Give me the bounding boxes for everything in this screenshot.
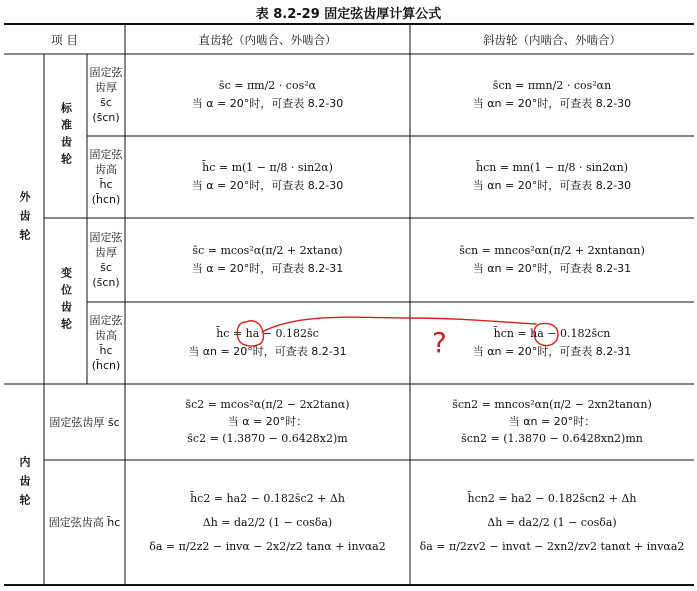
formula: Δh = da2/2 (1 − cosδa)	[487, 515, 617, 529]
row-label-modified-thickness: 固定弦齿厚 s̄c (s̄cn)	[89, 231, 123, 289]
standard-text: 标准齿轮	[59, 102, 73, 170]
formula: Δh = da2/2 (1 − cosδa)	[202, 515, 333, 529]
note: 当 α = 20°时，可查表 8.2-30	[191, 97, 344, 110]
formula: h̄cn = ha − 0.182s̄cn	[493, 327, 611, 340]
note: 当 α = 20°时，可查表 8.2-31	[191, 262, 344, 275]
formula: h̄c = ha − 0.182s̄c	[216, 327, 319, 340]
connector-line	[262, 317, 536, 332]
note: 当 αn = 20°时，可查表 8.2-31	[188, 345, 347, 358]
formula: s̄c = mcos²α(π/2 + 2xtanα)	[192, 244, 343, 257]
note: 当 αn = 20°时，可查表 8.2-30	[472, 179, 632, 192]
table-title: 表 8.2-29 固定弦齿厚计算公式	[255, 7, 442, 22]
circle-ha-spur	[237, 321, 263, 346]
formula: s̄cn = πmn/2 · cos²αn	[492, 79, 612, 92]
row-label-standard-thickness: 固定弦齿厚 s̄c (s̄cn)	[89, 66, 123, 124]
question-mark: ?	[432, 326, 447, 359]
row-label-internal-thickness: 固定弦齿厚 s̄c	[49, 415, 120, 429]
row-label-standard-height: 固定弦齿高 h̄c (h̄cn)	[89, 148, 123, 206]
modified-text: 变位齿轮	[59, 267, 73, 335]
formula-result: s̄cn2 = (1.3870 − 0.6428xn2)mn	[461, 432, 643, 445]
note: 当 αn = 20°时，可查表 8.2-30	[472, 97, 632, 110]
formula: s̄c = πm/2 · cos²α	[218, 79, 317, 92]
header-helical: 斜齿轮（内啮合、外啮合）	[483, 33, 621, 47]
formula: s̄cn2 = mncos²αn(π/2 − 2xn2tanαn)	[452, 398, 652, 411]
formula: s̄cn = mncos²αn(π/2 + 2xntanαn)	[459, 244, 645, 257]
note: 当 α = 20°时，可查表 8.2-30	[191, 179, 344, 192]
note: 当 αn = 20°时，可查表 8.2-31	[472, 345, 632, 358]
circle-ha-helical	[534, 323, 558, 345]
external-text: 外齿轮	[18, 190, 31, 248]
formula: s̄c2 = mcos²α(π/2 − 2x2tanα)	[185, 398, 350, 411]
formula: h̄cn2 = ha2 − 0.182s̄cn2 + Δh	[467, 491, 637, 505]
row-label-internal-height: 固定弦齿高 h̄c	[48, 516, 121, 529]
note: 当 αn = 20°时，可查表 8.2-31	[472, 262, 632, 275]
note: 当 αn = 20°时：	[508, 415, 596, 428]
formula-result: s̄c2 = (1.3870 − 0.6428x2)m	[187, 432, 348, 445]
formula: δa = π/2z2 − invα − 2x2/z2 tanα + invαa2	[149, 539, 386, 553]
internal-text: 内齿轮	[18, 456, 31, 513]
note: 当 α = 20°时：	[227, 415, 308, 428]
header-spur: 直齿轮（内啮合、外啮合）	[198, 33, 337, 47]
formula: h̄c2 = ha2 − 0.182s̄c2 + Δh	[190, 491, 345, 505]
formula: h̄cn = mn(1 − π/8 · sin2αn)	[475, 161, 629, 174]
formula: h̄c = m(1 − π/8 · sin2α)	[202, 161, 333, 174]
formula: δa = π/2zv2 − invαt − 2xn2/zv2 tanαt + invαa2	[419, 539, 685, 553]
header-item: 项 目	[51, 33, 78, 47]
row-label-modified-height: 固定弦齿高 h̄c (h̄cn)	[89, 314, 123, 372]
